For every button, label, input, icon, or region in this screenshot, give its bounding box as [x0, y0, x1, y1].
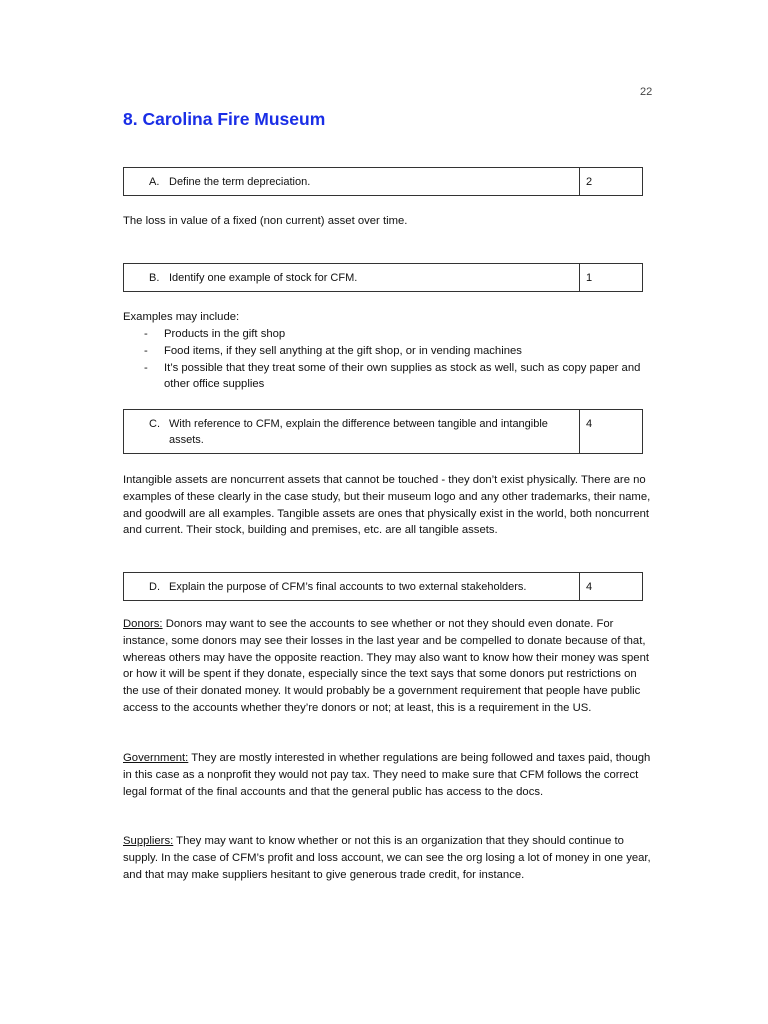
stakeholder-text: They are mostly interested in whether regulations are being followed and taxes paid, though in this case as a nonprofit they would not pay tax. They need to make sure that CFM follows the correct legal format of the final accounts and that the general public has access to the docs.: [123, 752, 651, 798]
page-number: 22: [640, 86, 653, 98]
question-marks: 4: [586, 581, 593, 593]
question-box-c: [123, 409, 643, 454]
answer-d-government: [123, 750, 653, 800]
answer-a: The loss in value of a fixed (non current) asset over time.: [123, 215, 408, 227]
question-text: Define the term depreciation.: [169, 176, 311, 188]
question-letter: C.: [149, 418, 160, 430]
question-text: Explain the purpose of CFM’s final accounts to two external stakeholders.: [169, 581, 527, 593]
question-text-cell: [124, 264, 580, 291]
stakeholder-text: Donors may want to see the accounts to see whether or not they should even donate. For instance, some donors may see their losses in the last year and be compelled to donate because of that, whereas others may have the opposite reaction. They may also want to know how their money was spent or how it will be spent if they donate, especially since the text says that some donors put restrictions on the use of their donated money. It would probably be a government requirement that people have public access to the accounts whether they’re donors or not; at least, this is a requirement in the US.: [123, 618, 650, 714]
question-box-b: [123, 263, 643, 292]
question-marks: 1: [586, 272, 593, 284]
list-item: - Products in the gift shop: [140, 326, 650, 343]
question-text: With reference to CFM, explain the difference between tangible and intangible assets.: [169, 418, 548, 446]
question-text-cell: [124, 410, 580, 453]
question-text-cell: [124, 573, 580, 600]
question-letter: B.: [149, 272, 160, 284]
stakeholder-text: They may want to know whether or not this is an organization that they should continue to supply. In the case of CFM’s profit and loss account, we can see the org losing a lot of money in one year, and that may make suppliers hesitant to give generous trade credit, for instance.: [123, 835, 651, 881]
section-title: 8. Carolina Fire Museum: [123, 109, 326, 129]
stakeholder-heading: Suppliers:: [123, 835, 174, 847]
list-item: - It’s possible that they treat some of their own supplies as stock as well, such as copy paper and other office supplies: [140, 360, 650, 394]
answer-b-list: [140, 326, 650, 393]
stakeholder-heading: Donors:: [123, 618, 163, 630]
question-box-d: [123, 572, 643, 601]
answer-c: Intangible assets are noncurrent assets that cannot be touched - they don’t exist physically. There are no examples of these clearly in the case study, but their museum logo and any other trademarks, their name, and goodwill are all examples. Tangible assets are ones that physically exist in the world, both noncurrent and current. Their stock, building and premises, etc. are all tangible assets.: [123, 474, 651, 537]
question-box-a: [123, 167, 643, 196]
question-letter: A.: [149, 176, 160, 188]
answer-d-donors: [123, 616, 653, 717]
question-text: Identify one example of stock for CFM.: [169, 272, 358, 284]
question-marks: 4: [586, 418, 593, 430]
stakeholder-heading: Government:: [123, 752, 189, 764]
question-marks: 2: [586, 176, 593, 188]
answer-d-suppliers: [123, 833, 653, 883]
answer-b-intro: Examples may include:: [123, 311, 240, 323]
question-letter: D.: [149, 581, 160, 593]
question-text-cell: [124, 168, 580, 195]
list-item: - Food items, if they sell anything at the gift shop, or in vending machines: [140, 343, 650, 360]
